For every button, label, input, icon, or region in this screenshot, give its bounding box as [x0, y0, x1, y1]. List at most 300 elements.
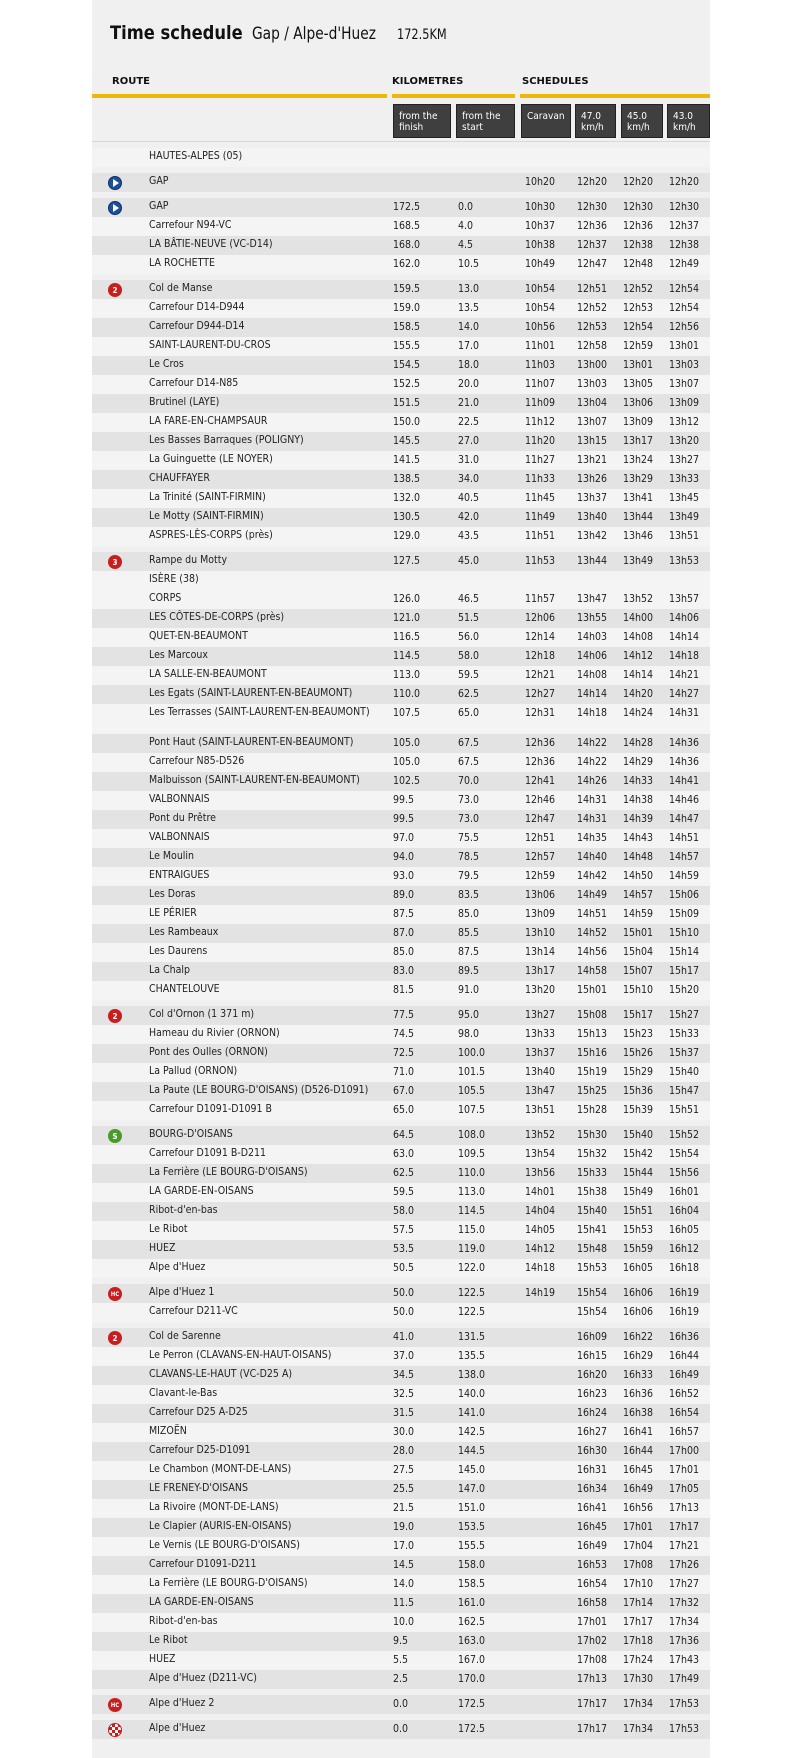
row-location: La Pallud (ORNON) — [149, 1065, 238, 1077]
row-location: LES CÔTES-DE-CORPS (près) — [149, 611, 285, 623]
cell-fin: 85.0 — [393, 946, 415, 958]
row-location: QUET-EN-BEAUMONT — [149, 630, 248, 642]
cell-car: 11h49 — [525, 511, 556, 523]
cell-t43: 17h27 — [669, 1578, 700, 1590]
cell-car: 11h33 — [525, 473, 556, 485]
cell-fin: 17.0 — [393, 1540, 415, 1552]
table-row — [92, 1499, 710, 1518]
cell-t43: 14h18 — [669, 650, 700, 662]
cell-t43: 16h49 — [669, 1369, 700, 1381]
cell-t43: 14h51 — [669, 832, 700, 844]
row-location: Les Terrasses (SAINT-LAURENT-EN-BEAUMONT) — [149, 706, 370, 718]
row-location: Col d'Ornon (1 371 m) — [149, 1008, 255, 1020]
cell-fin: 19.0 — [393, 1521, 415, 1533]
cell-t43: 16h18 — [669, 1262, 700, 1274]
cell-sta: 105.5 — [458, 1085, 486, 1097]
cell-t45: 17h17 — [623, 1616, 654, 1628]
row-location: La Ferrière (LE BOURG-D'OISANS) — [149, 1577, 308, 1589]
col-from-start: from the start — [456, 104, 515, 138]
cell-fin: 63.0 — [393, 1148, 415, 1160]
cell-t43: 12h30 — [669, 201, 700, 213]
table-row — [92, 704, 710, 734]
cell-fin: 2.5 — [393, 1673, 409, 1685]
cell-sta: 101.5 — [458, 1066, 486, 1078]
row-location: Malbuisson (SAINT-LAURENT-EN-BEAUMONT) — [149, 774, 360, 786]
cell-sta: 73.0 — [458, 813, 480, 825]
cell-t47: 17h13 — [577, 1673, 608, 1685]
cell-t47: 15h28 — [577, 1104, 608, 1116]
cell-fin: 31.5 — [393, 1407, 415, 1419]
climb-category-icon: 2 — [108, 283, 122, 297]
cell-fin: 10.0 — [393, 1616, 415, 1628]
cell-t47: 15h54 — [577, 1306, 608, 1318]
cell-t43: 15h17 — [669, 965, 700, 977]
cell-fin: 81.5 — [393, 984, 415, 996]
row-location: La Ferrière (LE BOURG-D'OISANS) — [149, 1166, 308, 1178]
cell-t43: 12h20 — [669, 176, 700, 188]
table-row — [92, 981, 710, 1000]
cell-t47: 14h58 — [577, 965, 608, 977]
cell-t47: 14h56 — [577, 946, 608, 958]
cell-fin: 32.5 — [393, 1388, 415, 1400]
cell-fin: 28.0 — [393, 1445, 415, 1457]
cell-fin: 93.0 — [393, 870, 415, 882]
cell-sta: 58.0 — [458, 650, 480, 662]
table-row — [92, 753, 710, 772]
cell-t47: 16h30 — [577, 1445, 608, 1457]
row-location: Carrefour D944-D14 — [149, 320, 245, 332]
table-row — [92, 1720, 710, 1739]
row-location: La Rivoire (MONT-DE-LANS) — [149, 1501, 279, 1513]
cell-car: 10h49 — [525, 258, 556, 270]
cell-t43: 17h34 — [669, 1616, 700, 1628]
cell-t45: 13h52 — [623, 593, 654, 605]
cell-fin: 0.0 — [393, 1698, 409, 1710]
cell-t47: 12h58 — [577, 340, 608, 352]
row-location: Col de Manse — [149, 282, 213, 294]
table-row — [92, 299, 710, 318]
cell-t45: 12h36 — [623, 220, 654, 232]
cell-t45: 17h34 — [623, 1698, 654, 1710]
cell-t47: 16h45 — [577, 1521, 608, 1533]
col-speed-45: 45.0 km/h — [621, 104, 663, 138]
cell-sta: 100.0 — [458, 1047, 486, 1059]
cell-t43: 16h19 — [669, 1306, 700, 1318]
cell-t45: 16h36 — [623, 1388, 654, 1400]
cell-t45: 15h53 — [623, 1224, 654, 1236]
cell-sta: 75.5 — [458, 832, 480, 844]
cell-sta: 95.0 — [458, 1009, 480, 1021]
cell-t43: 16h12 — [669, 1243, 700, 1255]
cell-t45: 14h48 — [623, 851, 654, 863]
cell-t45: 13h29 — [623, 473, 654, 485]
cell-t43: 15h20 — [669, 984, 700, 996]
cell-t45: 17h08 — [623, 1559, 654, 1571]
cell-car: 13h09 — [525, 908, 556, 920]
row-location: Ribot-d'en-bas — [149, 1615, 218, 1627]
cell-fin: 65.0 — [393, 1104, 415, 1116]
cell-car: 14h05 — [525, 1224, 556, 1236]
cell-sta: 83.5 — [458, 889, 480, 901]
climb-category-icon: HC — [108, 1287, 122, 1301]
cell-sta: 4.5 — [458, 239, 474, 251]
cell-t43: 16h54 — [669, 1407, 700, 1419]
cell-t45: 15h44 — [623, 1167, 654, 1179]
row-location: LA BÂTIE-NEUVE (VC-D14) — [149, 238, 273, 250]
cell-car: 10h56 — [525, 321, 556, 333]
table-row — [92, 571, 710, 590]
row-location: LE FRENEY-D'OISANS — [149, 1482, 248, 1494]
cell-car: 13h56 — [525, 1167, 556, 1179]
cell-t47: 14h51 — [577, 908, 608, 920]
table-row — [92, 1518, 710, 1537]
cell-t47: 14h31 — [577, 813, 608, 825]
row-location: GAP — [149, 175, 169, 187]
row-location: HUEZ — [149, 1653, 176, 1665]
cell-fin: 114.5 — [393, 650, 421, 662]
cell-t47: 16h15 — [577, 1350, 608, 1362]
cell-t45: 14h00 — [623, 612, 654, 624]
cell-car: 14h01 — [525, 1186, 556, 1198]
start-play-icon — [108, 176, 122, 190]
cell-t47: 17h08 — [577, 1654, 608, 1666]
climb-category-icon: 2 — [108, 1009, 122, 1023]
cell-sta: 138.0 — [458, 1369, 486, 1381]
table-row — [92, 1347, 710, 1366]
table-row — [92, 666, 710, 685]
cell-sta: 42.0 — [458, 511, 480, 523]
cell-car: 13h27 — [525, 1009, 556, 1021]
row-location: Ribot-d'en-bas — [149, 1204, 218, 1216]
cell-t45: 15h49 — [623, 1186, 654, 1198]
table-row — [92, 1259, 710, 1278]
row-location: Brutinel (LAYE) — [149, 396, 220, 408]
cell-t45: 17h30 — [623, 1673, 654, 1685]
cell-car: 10h37 — [525, 220, 556, 232]
cell-t43: 13h49 — [669, 511, 700, 523]
cell-t45: 14h28 — [623, 737, 654, 749]
row-location: HUEZ — [149, 1242, 176, 1254]
cell-t45: 14h24 — [623, 707, 654, 719]
cell-t45: 17h14 — [623, 1597, 654, 1609]
cell-car: 10h54 — [525, 283, 556, 295]
row-location: Alpe d'Huez — [149, 1722, 206, 1734]
cell-fin: 159.5 — [393, 283, 421, 295]
table-row — [92, 1366, 710, 1385]
cell-t43: 13h09 — [669, 397, 700, 409]
row-location: ASPRES-LÈS-CORPS (près) — [149, 529, 273, 541]
table-row — [92, 1202, 710, 1221]
climb-category-icon: 3 — [108, 555, 122, 569]
cell-fin: 62.5 — [393, 1167, 415, 1179]
cell-t45: 14h43 — [623, 832, 654, 844]
row-location: SAINT-LAURENT-DU-CROS — [149, 339, 271, 351]
table-row — [92, 1594, 710, 1613]
cell-t47: 12h36 — [577, 220, 608, 232]
cell-fin: 168.5 — [393, 220, 421, 232]
row-location: LE PÉRIER — [149, 907, 197, 919]
cell-car: 10h20 — [525, 176, 556, 188]
cell-fin: 105.0 — [393, 756, 421, 768]
cell-fin: 162.0 — [393, 258, 421, 270]
row-location: Col de Sarenne — [149, 1330, 221, 1342]
table-row — [92, 734, 710, 753]
cell-t45: 17h34 — [623, 1723, 654, 1735]
cell-t43: 14h36 — [669, 737, 700, 749]
cell-t45: 13h09 — [623, 416, 654, 428]
cell-fin: 50.0 — [393, 1306, 415, 1318]
cell-fin: 97.0 — [393, 832, 415, 844]
cell-car: 10h38 — [525, 239, 556, 251]
cell-sta: 10.5 — [458, 258, 480, 270]
cell-sta: 70.0 — [458, 775, 480, 787]
cell-t45: 13h06 — [623, 397, 654, 409]
cell-car: 12h36 — [525, 737, 556, 749]
cell-sta: 131.5 — [458, 1331, 486, 1343]
table-row — [92, 1063, 710, 1082]
cell-car: 11h09 — [525, 397, 556, 409]
table-row — [92, 217, 710, 236]
table-row — [92, 413, 710, 432]
cell-t45: 16h06 — [623, 1306, 654, 1318]
cell-t45: 15h17 — [623, 1009, 654, 1021]
table-row — [92, 1651, 710, 1670]
cell-t43: 14h21 — [669, 669, 700, 681]
cell-car: 11h12 — [525, 416, 556, 428]
cell-fin: 99.5 — [393, 794, 415, 806]
cell-t43: 17h53 — [669, 1698, 700, 1710]
cell-sta: 67.5 — [458, 756, 480, 768]
cell-t43: 13h51 — [669, 530, 700, 542]
table-row — [92, 1328, 710, 1347]
cell-t47: 14h22 — [577, 756, 608, 768]
col-caravan: Caravan — [521, 104, 571, 138]
cell-t43: 15h09 — [669, 908, 700, 920]
table-row — [92, 1164, 710, 1183]
cell-fin: 87.0 — [393, 927, 415, 939]
table-row — [92, 1556, 710, 1575]
table-row — [92, 375, 710, 394]
stage-name: Gap / Alpe-d'Huez — [252, 24, 376, 44]
cell-t43: 15h33 — [669, 1028, 700, 1040]
cell-sta: 170.0 — [458, 1673, 486, 1685]
table-row — [92, 1044, 710, 1063]
cell-car: 14h19 — [525, 1287, 556, 1299]
table-row — [92, 943, 710, 962]
cell-t45: 13h49 — [623, 555, 654, 567]
cell-fin: 151.5 — [393, 397, 421, 409]
cell-car: 10h54 — [525, 302, 556, 314]
cell-t43: 16h19 — [669, 1287, 700, 1299]
cell-t45: 12h54 — [623, 321, 654, 333]
cell-t45: 15h29 — [623, 1066, 654, 1078]
cell-t43: 12h54 — [669, 283, 700, 295]
cell-car: 12h51 — [525, 832, 556, 844]
row-location: Rampe du Motty — [149, 554, 228, 566]
cell-sta: 56.0 — [458, 631, 480, 643]
cell-t43: 13h27 — [669, 454, 700, 466]
cell-car: 12h57 — [525, 851, 556, 863]
cell-t45: 17h04 — [623, 1540, 654, 1552]
cell-t45: 16h41 — [623, 1426, 654, 1438]
table-row — [92, 1303, 710, 1322]
cell-fin: 110.0 — [393, 688, 421, 700]
row-location: Les Marcoux — [149, 649, 208, 661]
table-row — [92, 628, 710, 647]
cell-t43: 17h36 — [669, 1635, 700, 1647]
cell-fin: 50.5 — [393, 1262, 415, 1274]
row-location: Carrefour D211-VC — [149, 1305, 238, 1317]
row-location: Carrefour D1091-D1091 B — [149, 1103, 273, 1115]
cell-sta: 142.5 — [458, 1426, 486, 1438]
cell-fin: 152.5 — [393, 378, 421, 390]
cell-car: 11h01 — [525, 340, 556, 352]
cell-t47: 16h54 — [577, 1578, 608, 1590]
table-row — [92, 337, 710, 356]
row-location: Carrefour D25-D1091 — [149, 1444, 251, 1456]
row-location: Le Moulin — [149, 850, 195, 862]
cell-t43: 14h46 — [669, 794, 700, 806]
cell-sta: 135.5 — [458, 1350, 486, 1362]
cell-sta: 14.0 — [458, 321, 480, 333]
cell-fin: 158.5 — [393, 321, 421, 333]
sprint-icon: S — [108, 1129, 122, 1143]
row-location: ISÈRE (38) — [149, 573, 199, 585]
row-location: Le Perron (CLAVANS-EN-HAUT-OISANS) — [149, 1349, 332, 1361]
cell-t47: 14h40 — [577, 851, 608, 863]
cell-t43: 14h47 — [669, 813, 700, 825]
cell-fin: 27.5 — [393, 1464, 415, 1476]
cell-fin: 154.5 — [393, 359, 421, 371]
cell-t47: 15h08 — [577, 1009, 608, 1021]
cell-t45: 15h10 — [623, 984, 654, 996]
cell-fin: 57.5 — [393, 1224, 415, 1236]
cell-fin: 107.5 — [393, 707, 421, 719]
cell-car: 13h17 — [525, 965, 556, 977]
row-location: Le Motty (SAINT-FIRMIN) — [149, 510, 264, 522]
cell-t47: 15h33 — [577, 1167, 608, 1179]
cell-car: 14h18 — [525, 1262, 556, 1274]
cell-sta: 155.5 — [458, 1540, 486, 1552]
cell-car: 12h31 — [525, 707, 556, 719]
cell-sta: 51.5 — [458, 612, 480, 624]
cell-t47: 12h52 — [577, 302, 608, 314]
cell-car: 12h46 — [525, 794, 556, 806]
table-row — [92, 255, 710, 274]
cell-t47: 14h49 — [577, 889, 608, 901]
row-location: Hameau du Rivier (ORNON) — [149, 1027, 280, 1039]
cell-sta: 31.0 — [458, 454, 480, 466]
cell-fin: 74.5 — [393, 1028, 415, 1040]
cell-sta: 87.5 — [458, 946, 480, 958]
row-location: Le Ribot — [149, 1223, 188, 1235]
cell-t45: 15h36 — [623, 1085, 654, 1097]
cell-car: 12h59 — [525, 870, 556, 882]
table-row — [92, 1480, 710, 1499]
table-row — [92, 236, 710, 255]
table-row — [92, 198, 710, 217]
row-location: Alpe d'Huez 1 — [149, 1286, 215, 1298]
cell-t43: 16h57 — [669, 1426, 700, 1438]
cell-fin: 30.0 — [393, 1426, 415, 1438]
cell-t47: 14h26 — [577, 775, 608, 787]
table-row — [92, 1082, 710, 1101]
cell-sta: 122.5 — [458, 1306, 486, 1318]
cell-sta: 85.0 — [458, 908, 480, 920]
table-row — [92, 1404, 710, 1423]
table-row — [92, 508, 710, 527]
cell-t47: 13h26 — [577, 473, 608, 485]
cell-fin: 58.0 — [393, 1205, 415, 1217]
cell-fin: 130.5 — [393, 511, 421, 523]
table-row — [92, 848, 710, 867]
cell-t43: 15h51 — [669, 1104, 700, 1116]
cell-sta: 91.0 — [458, 984, 480, 996]
cell-fin: 150.0 — [393, 416, 421, 428]
cell-fin: 132.0 — [393, 492, 421, 504]
cell-car: 13h33 — [525, 1028, 556, 1040]
route-underline — [92, 94, 387, 98]
cell-t47: 16h31 — [577, 1464, 608, 1476]
start-play-icon — [108, 201, 122, 215]
cell-t45: 13h01 — [623, 359, 654, 371]
cell-fin: 105.0 — [393, 737, 421, 749]
cell-car: 13h54 — [525, 1148, 556, 1160]
title-text: Time schedule — [110, 22, 243, 44]
cell-t45: 16h05 — [623, 1262, 654, 1274]
table-row — [92, 905, 710, 924]
cell-t45: 13h41 — [623, 492, 654, 504]
cell-fin: 94.0 — [393, 851, 415, 863]
table-row — [92, 1240, 710, 1259]
cell-t43: 13h12 — [669, 416, 700, 428]
cell-fin: 172.5 — [393, 201, 421, 213]
cell-sta: 0.0 — [458, 201, 474, 213]
table-row — [92, 1670, 710, 1689]
cell-t45: 15h04 — [623, 946, 654, 958]
cell-car: 14h12 — [525, 1243, 556, 1255]
header-divider — [92, 141, 710, 142]
cell-t47: 13h00 — [577, 359, 608, 371]
cell-t45: 13h44 — [623, 511, 654, 523]
table-row — [92, 772, 710, 791]
row-location: Pont Haut (SAINT-LAURENT-EN-BEAUMONT) — [149, 736, 354, 748]
cell-fin: 53.5 — [393, 1243, 415, 1255]
cell-sta: 144.5 — [458, 1445, 486, 1457]
cell-t45: 16h49 — [623, 1483, 654, 1495]
cell-t43: 14h41 — [669, 775, 700, 787]
cell-t47: 16h27 — [577, 1426, 608, 1438]
row-location: Clavant-le-Bas — [149, 1387, 218, 1399]
cell-t43: 16h04 — [669, 1205, 700, 1217]
cell-sta: 27.0 — [458, 435, 480, 447]
cell-car: 12h14 — [525, 631, 556, 643]
cell-t45: 14h38 — [623, 794, 654, 806]
cell-t47: 12h47 — [577, 258, 608, 270]
row-location: Pont du Prêtre — [149, 812, 216, 824]
cell-t45: 14h39 — [623, 813, 654, 825]
cell-t45: 13h05 — [623, 378, 654, 390]
cell-t43: 17h53 — [669, 1723, 700, 1735]
cell-t47: 13h55 — [577, 612, 608, 624]
cell-car: 11h07 — [525, 378, 556, 390]
cell-fin: 126.0 — [393, 593, 421, 605]
cell-car: 12h18 — [525, 650, 556, 662]
cell-t47: 13h40 — [577, 511, 608, 523]
cell-fin: 41.0 — [393, 1331, 415, 1343]
cell-car: 11h03 — [525, 359, 556, 371]
table-row — [92, 432, 710, 451]
